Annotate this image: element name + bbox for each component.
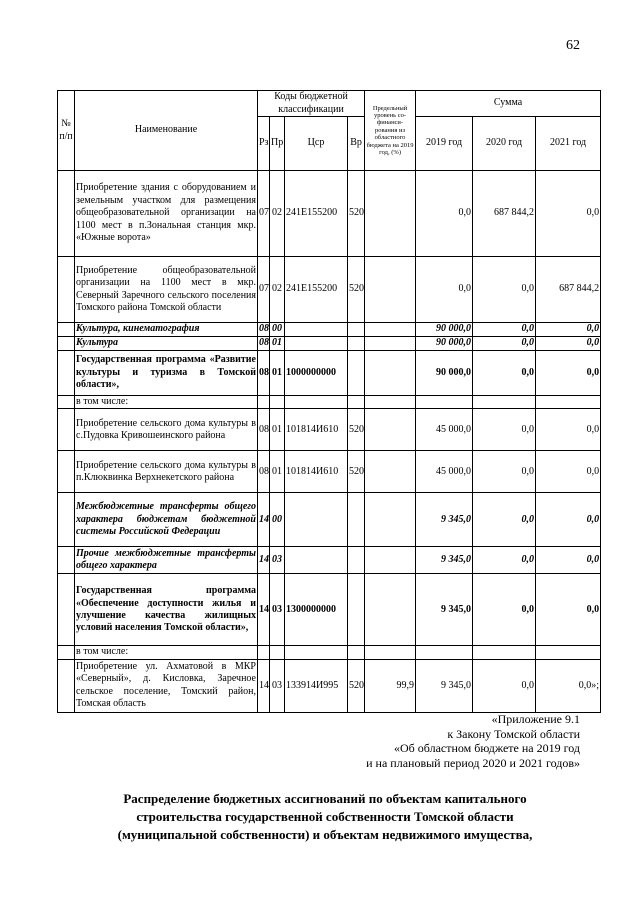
cell-name: Прочие межбюджетные трансферты общего характера	[75, 547, 258, 574]
cell-name: Приобретение сельского дома культуры в с.Пудовка Кривошеинского района	[75, 409, 258, 451]
header-codes: Коды бюджетной классификации	[258, 91, 365, 117]
appendix-line: «Об областном бюджете на 2019 год	[394, 741, 580, 756]
cell-y2019: 90 000,0	[416, 337, 473, 351]
table-row	[58, 396, 601, 409]
page-number: 62	[566, 38, 580, 53]
cell-num	[58, 351, 75, 396]
cell-y2019: 45 000,0	[416, 409, 473, 451]
cell-limit	[365, 351, 416, 396]
cell-y2019: 45 000,0	[416, 451, 473, 493]
cell-limit	[365, 323, 416, 337]
cell-pr: 01	[270, 409, 285, 451]
cell-name: Культура	[75, 337, 258, 351]
cell-y2020: 0,0	[473, 257, 536, 323]
cell-y2020: 687 844,2	[473, 171, 536, 257]
cell-name: Культура, кинематография	[75, 323, 258, 337]
cell-pr: 01	[270, 451, 285, 493]
cell-rz: 08	[258, 323, 270, 337]
cell-pr: 01	[270, 351, 285, 396]
cell-rz: 08	[258, 451, 270, 493]
cell-y2021	[536, 396, 601, 409]
cell-y2020: 0,0	[473, 493, 536, 547]
cell-csr: 1000000000	[285, 351, 348, 396]
table-row	[58, 547, 601, 574]
cell-pr: 02	[270, 171, 285, 257]
cell-rz: 07	[258, 257, 270, 323]
cell-y2021: 0,0	[536, 547, 601, 574]
cell-limit	[365, 646, 416, 659]
cell-vr: 520	[348, 409, 365, 451]
cell-csr	[285, 337, 348, 351]
cell-y2020: 0,0	[473, 451, 536, 493]
cell-vr	[348, 646, 365, 659]
cell-name: Государственная программа «Развитие культуры и туризма в Томской области»,	[75, 351, 258, 396]
cell-y2019: 9 345,0	[416, 493, 473, 547]
cell-y2021: 0,0	[536, 171, 601, 257]
section-title-line: Распределение бюджетных ассигнований по объектам капитального	[123, 791, 527, 806]
cell-limit	[365, 337, 416, 351]
cell-y2021: 0,0	[536, 451, 601, 493]
table-row	[58, 574, 601, 646]
cell-y2021: 0,0	[536, 574, 601, 646]
cell-limit	[365, 257, 416, 323]
section-title-line: (муниципальной собственности) и объектам недвижимого имущества,	[117, 827, 533, 842]
cell-pr: 00	[270, 493, 285, 547]
cell-y2020: 0,0	[473, 323, 536, 337]
cell-name: Государственная программа «Обеспечение доступности жилья и улучшение качества жилищных условий населения Томской области»,	[75, 574, 258, 646]
cell-y2021: 0,0»;	[536, 659, 601, 712]
cell-rz: 08	[258, 409, 270, 451]
cell-csr: 133914И995	[285, 659, 348, 712]
cell-num	[58, 257, 75, 323]
cell-name: в том числе:	[75, 396, 258, 409]
cell-num	[58, 337, 75, 351]
cell-vr	[348, 337, 365, 351]
cell-vr	[348, 574, 365, 646]
table-row	[58, 171, 601, 257]
table-row	[58, 257, 601, 323]
cell-csr: 101814И610	[285, 409, 348, 451]
cell-num	[58, 574, 75, 646]
cell-y2019: 0,0	[416, 257, 473, 323]
table-row	[58, 323, 601, 337]
cell-pr: 03	[270, 659, 285, 712]
cell-vr	[348, 493, 365, 547]
cell-y2020: 0,0	[473, 547, 536, 574]
cell-limit	[365, 451, 416, 493]
cell-y2019	[416, 646, 473, 659]
budget-table	[57, 90, 601, 713]
table-row	[58, 337, 601, 351]
appendix-line: к Закону Томской области	[447, 726, 580, 741]
cell-rz	[258, 396, 270, 409]
cell-num	[58, 659, 75, 712]
cell-vr: 520	[348, 659, 365, 712]
cell-pr: 03	[270, 574, 285, 646]
appendix-line: «Приложение 9.1	[491, 712, 580, 726]
cell-rz: 14	[258, 547, 270, 574]
cell-y2019: 9 345,0	[416, 574, 473, 646]
cell-limit	[365, 409, 416, 451]
cell-limit	[365, 574, 416, 646]
cell-vr	[348, 396, 365, 409]
cell-name: Приобретение сельского дома культуры в п.Клюквинка Верхнекетского района	[75, 451, 258, 493]
cell-csr	[285, 547, 348, 574]
cell-rz: 08	[258, 351, 270, 396]
cell-csr	[285, 396, 348, 409]
cell-y2021: 0,0	[536, 409, 601, 451]
cell-rz: 07	[258, 171, 270, 257]
header-vr: Вр	[348, 117, 365, 171]
cell-num	[58, 396, 75, 409]
cell-num	[58, 451, 75, 493]
header-limit: Предельный уровень со-финанси-рования из областного бюджета на 2019 год, (%)	[365, 91, 416, 171]
header-rz: Рз	[258, 117, 270, 171]
cell-pr: 01	[270, 337, 285, 351]
cell-rz: 14	[258, 659, 270, 712]
cell-csr	[285, 493, 348, 547]
header-name: Наименование	[75, 91, 258, 171]
cell-vr: 520	[348, 171, 365, 257]
cell-y2020: 0,0	[473, 409, 536, 451]
cell-csr: 1300000000	[285, 574, 348, 646]
cell-y2021: 0,0	[536, 493, 601, 547]
cell-y2020: 0,0	[473, 337, 536, 351]
cell-vr	[348, 351, 365, 396]
cell-name: Приобретение общеобразовательной организации на 1100 мест в мкр. Северный Заречного сельского поселения Томского района Томской области	[75, 257, 258, 323]
cell-pr	[270, 396, 285, 409]
cell-name: Приобретение здания с оборудованием и земельным участком для размещения общеобразовательной организации на 1100 мест в п.Зональная станция мкр. «Южные ворота»	[75, 171, 258, 257]
cell-y2019: 9 345,0	[416, 547, 473, 574]
cell-rz: 14	[258, 574, 270, 646]
cell-rz: 08	[258, 337, 270, 351]
cell-y2019: 9 345,0	[416, 659, 473, 712]
cell-y2019	[416, 396, 473, 409]
cell-name: в том числе:	[75, 646, 258, 659]
cell-pr: 02	[270, 257, 285, 323]
cell-limit: 99,9	[365, 659, 416, 712]
header-pr: Пр	[270, 117, 285, 171]
cell-limit	[365, 396, 416, 409]
appendix-caption	[366, 712, 580, 770]
cell-vr: 520	[348, 451, 365, 493]
cell-csr: 101814И610	[285, 451, 348, 493]
cell-csr: 241Е155200	[285, 171, 348, 257]
header-csr: Цср	[285, 117, 348, 171]
cell-y2020: 0,0	[473, 574, 536, 646]
header-num: № п/п	[58, 91, 75, 171]
header-sum: Сумма	[416, 91, 601, 117]
cell-vr: 520	[348, 257, 365, 323]
cell-num	[58, 171, 75, 257]
cell-num	[58, 323, 75, 337]
cell-num	[58, 547, 75, 574]
table-row	[58, 351, 601, 396]
section-title-line: строительства государственной собственности Томской области	[136, 809, 514, 824]
cell-csr	[285, 323, 348, 337]
cell-y2021: 0,0	[536, 323, 601, 337]
cell-pr: 03	[270, 547, 285, 574]
cell-limit	[365, 547, 416, 574]
header-2020: 2020 год	[473, 117, 536, 171]
cell-y2021	[536, 646, 601, 659]
cell-y2021: 0,0	[536, 337, 601, 351]
cell-num	[58, 409, 75, 451]
header-2019: 2019 год	[416, 117, 473, 171]
cell-y2020	[473, 646, 536, 659]
cell-num	[58, 646, 75, 659]
cell-vr	[348, 323, 365, 337]
cell-y2019: 90 000,0	[416, 323, 473, 337]
table-row	[58, 451, 601, 493]
cell-y2019: 90 000,0	[416, 351, 473, 396]
cell-pr: 00	[270, 323, 285, 337]
cell-y2020	[473, 396, 536, 409]
cell-y2021: 687 844,2	[536, 257, 601, 323]
cell-rz	[258, 646, 270, 659]
cell-name: Межбюджетные трансферты общего характера бюджетам бюджетной системы Российской Федерации	[75, 493, 258, 547]
header-2021: 2021 год	[536, 117, 601, 171]
table-row	[58, 659, 601, 712]
cell-csr	[285, 646, 348, 659]
cell-y2019: 0,0	[416, 171, 473, 257]
cell-limit	[365, 171, 416, 257]
cell-csr: 241Е155200	[285, 257, 348, 323]
cell-vr	[348, 547, 365, 574]
cell-rz: 14	[258, 493, 270, 547]
cell-y2020: 0,0	[473, 351, 536, 396]
cell-y2021: 0,0	[536, 351, 601, 396]
cell-y2020: 0,0	[473, 659, 536, 712]
cell-num	[58, 493, 75, 547]
appendix-line: и на плановый период 2020 и 2021 годов»	[366, 755, 580, 770]
table-row	[58, 646, 601, 659]
cell-pr	[270, 646, 285, 659]
cell-name: Приобретение ул. Ахматовой в МКР «Северный», д. Кисловка, Заречное сельское поселение, Томский район, Томская область	[75, 659, 258, 712]
section-title	[60, 790, 590, 844]
cell-limit	[365, 493, 416, 547]
table-row	[58, 409, 601, 451]
table-row	[58, 493, 601, 547]
